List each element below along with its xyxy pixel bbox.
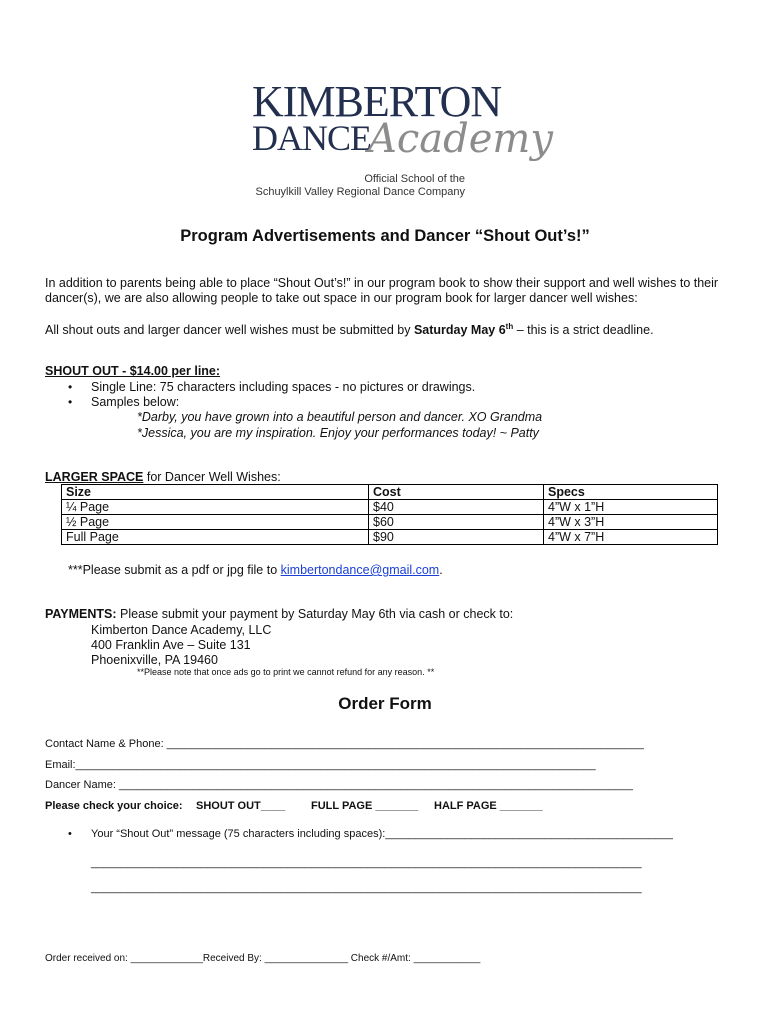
logo — [250, 77, 553, 200]
message-line-3[interactable]: __________________________________________________________________________________________ — [91, 882, 642, 894]
larger-space-suffix: for Dancer Well Wishes: — [143, 470, 281, 484]
sample-2: *Jessica, you are my inspiration. Enjoy your performances today! ~ Patty — [137, 426, 539, 440]
intro-line-2: dancer(s), we are also allowing people to take out space in our program book for larger dancer well wishes: — [45, 291, 638, 305]
payments-label: PAYMENTS: — [45, 607, 117, 621]
price-table — [61, 484, 718, 545]
logo-tagline-2: Schuylkill Valley Regional Dance Company — [255, 186, 465, 198]
refund-note: **Please note that once ads go to print we cannot refund for any reason. ** — [137, 667, 435, 677]
cell-cost: $90 — [369, 530, 544, 545]
message-line-2[interactable]: __________________________________________________________________________________________ — [91, 857, 642, 869]
submit-note-prefix: ***Please submit as a pdf or jpg file to — [68, 563, 281, 577]
email-field[interactable]: Email:_____________________________________________________________________________________ — [45, 759, 596, 771]
cell-specs: 4”W x 7”H — [544, 530, 718, 545]
choice-label: Please check your choice: — [45, 800, 183, 812]
intro-line-1: In addition to parents being able to place “Shout Out’s!” in our program book to show their support and well wishes to their — [45, 276, 719, 290]
deadline-sup: th — [505, 322, 514, 331]
cell-size: ½ Page — [62, 515, 369, 530]
table-header-row — [62, 485, 718, 500]
logo-name-line2: DANCE — [252, 118, 371, 158]
page-title: Program Advertisements and Dancer “Shout Out’s!” — [180, 227, 590, 245]
deadline-date: Saturday May 6 — [413, 323, 506, 338]
larger-space-heading — [45, 470, 281, 485]
bullet-dot: • — [68, 395, 73, 409]
cell-size: ¼ Page — [62, 500, 369, 515]
cell-size: Full Page — [62, 530, 369, 545]
email-link[interactable]: kimbertondance@gmail.com — [280, 563, 440, 577]
shout-out-bullet-1: Single Line: 75 characters including spaces - no pictures or drawings. — [91, 380, 476, 394]
payments-line — [45, 607, 513, 622]
table-row — [62, 515, 718, 530]
sample-1: *Darby, you have grown into a beautiful person and dancer. XO Grandma — [137, 410, 543, 424]
col-specs: Specs — [544, 485, 718, 500]
larger-space-label: LARGER SPACE — [45, 470, 144, 484]
col-size: Size — [62, 485, 369, 500]
deadline-line — [45, 319, 654, 338]
cell-cost: $60 — [369, 515, 544, 530]
table-row — [62, 500, 718, 515]
dancer-name-field[interactable]: Dancer Name: ____________________________________________________________________________________ — [45, 779, 633, 791]
order-form-title: Order Form — [338, 694, 432, 713]
logo-name-line1: KIMBERTON — [252, 77, 502, 126]
bullet-dot: • — [68, 828, 72, 840]
cell-specs: 4”W x 3”H — [544, 515, 718, 530]
shout-out-bullet-2: Samples below: — [91, 395, 180, 409]
address-line-2: 400 Franklin Ave – Suite 131 — [91, 638, 251, 652]
cell-cost: $40 — [369, 500, 544, 515]
payments-text: Please submit your payment by Saturday May 6th via cash or check to: — [116, 607, 514, 621]
cell-specs: 4”W x 1”H — [544, 500, 718, 515]
table-row — [62, 530, 718, 545]
office-use-footer: Order received on: _____________Received By: _______________ Check #/Amt: ____________ — [45, 953, 481, 964]
address-line-3: Phoenixville, PA 19460 — [91, 653, 218, 667]
submit-note-suffix: . — [439, 563, 443, 577]
choice-half-page[interactable]: HALF PAGE _______ — [434, 800, 543, 812]
message-field[interactable]: Your “Shout Out” message (75 characters including spaces):_______________________________________________ — [91, 828, 673, 840]
choice-full-page[interactable]: FULL PAGE _______ — [311, 800, 419, 812]
col-cost: Cost — [369, 485, 544, 500]
logo-script: Academy — [368, 116, 553, 162]
choice-shout-out[interactable]: SHOUT OUT____ — [196, 800, 286, 812]
contact-field[interactable]: Contact Name & Phone: ______________________________________________________________________________ — [45, 738, 644, 750]
submit-note — [68, 563, 443, 578]
address-line-1: Kimberton Dance Academy, LLC — [91, 623, 272, 637]
deadline-suffix: – this is a strict deadline. — [513, 323, 654, 338]
bullet-dot: • — [68, 380, 73, 394]
deadline-prefix: All shout outs and larger dancer well wishes must be submitted by — [45, 323, 414, 338]
logo-tagline-1: Official School of the — [364, 173, 465, 185]
shout-out-heading: SHOUT OUT - $14.00 per line: — [45, 364, 221, 378]
